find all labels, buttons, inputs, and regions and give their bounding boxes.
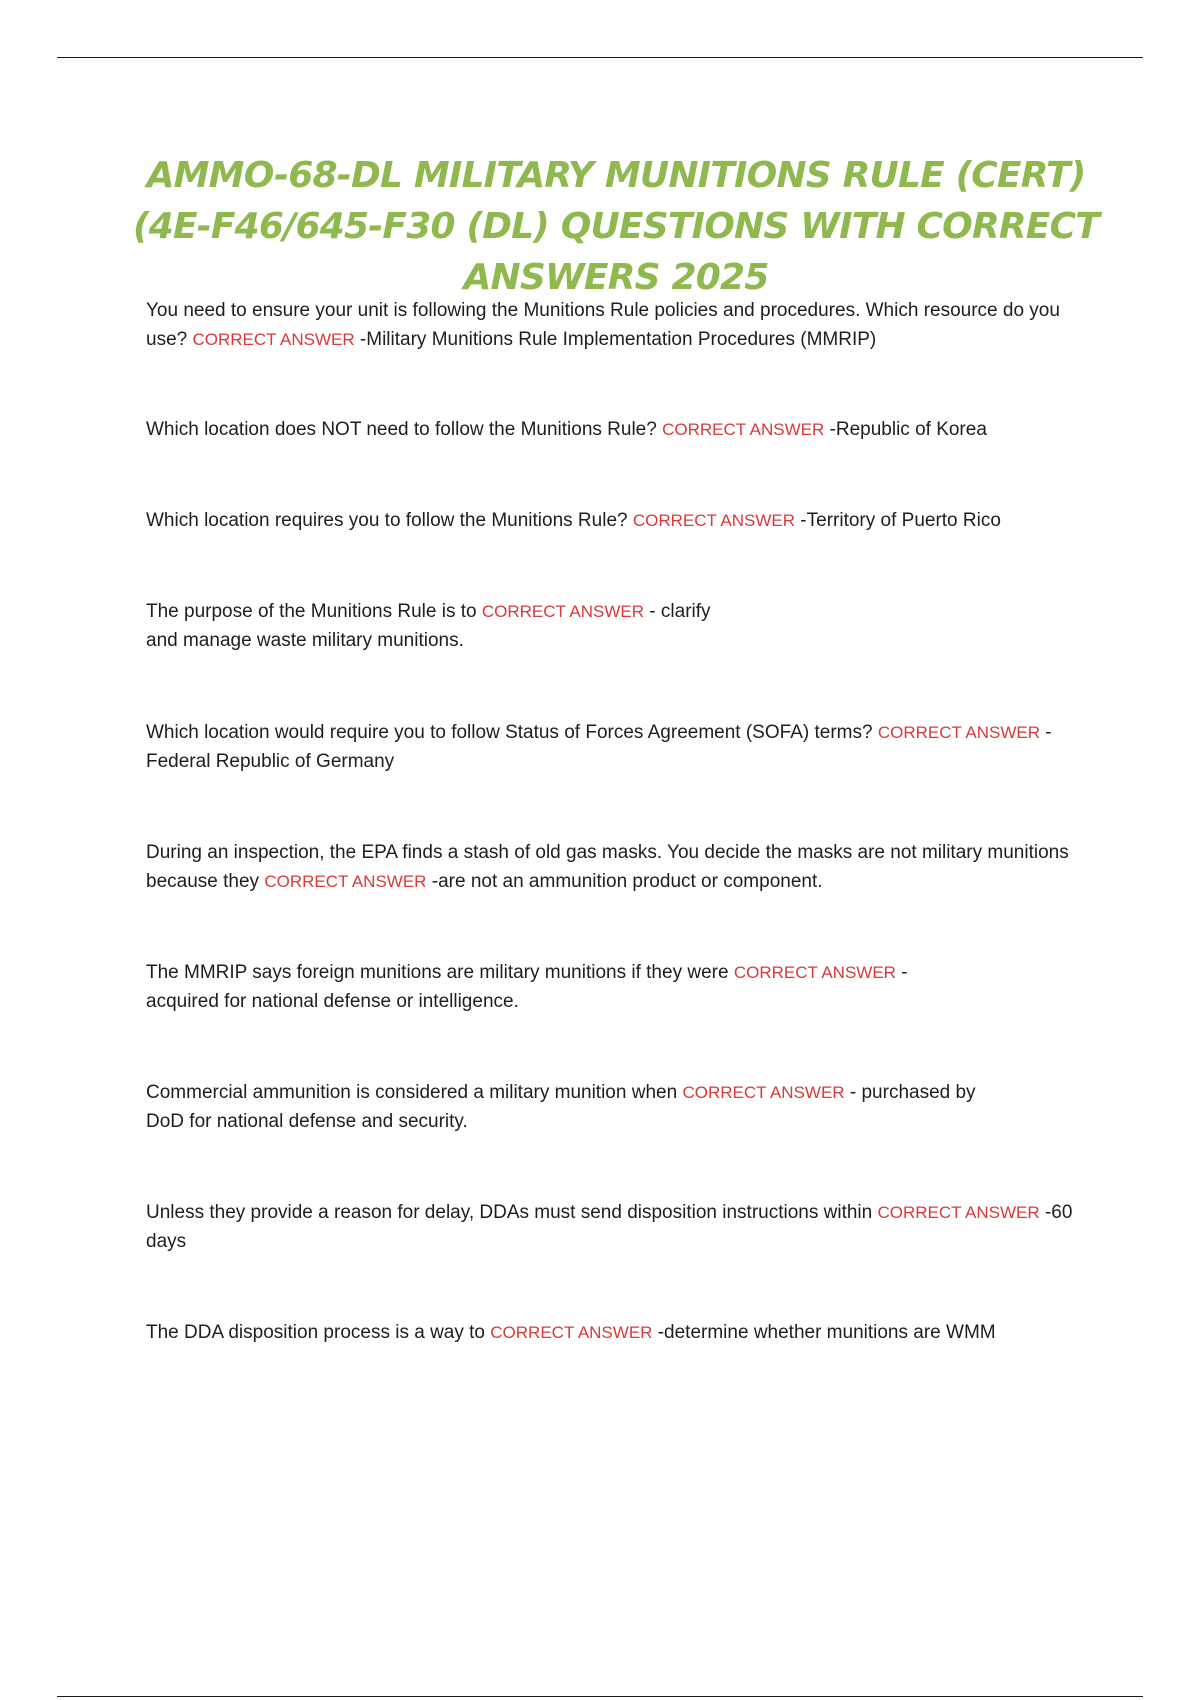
question-text: The purpose of the Munitions Rule is to: [146, 601, 477, 622]
answer-text: - clarify and manage waste military munitions.: [146, 601, 711, 651]
qa-item-6: [146, 838, 1086, 896]
qa-item-7: [146, 958, 966, 1016]
answer-text: - acquired for national defense or intelligence.: [146, 962, 908, 1012]
qa-item-4: [146, 597, 746, 655]
question-text: During an inspection, the EPA finds a stash of old gas masks. You decide the masks are not military munitions because they: [146, 842, 1069, 892]
document-title: AMMO-68-DL MILITARY MUNITIONS RULE (CERT) (4E-F46/645-F30 (DL) QUESTIONS WITH CORRECT ANSWERS 2025: [133, 155, 1099, 298]
qa-item-1: [146, 296, 1086, 354]
question-text: Unless they provide a reason for delay, DDAs must send disposition instructions within: [146, 1202, 873, 1223]
correct-answer-marker: CORRECT ANSWER: [682, 1083, 845, 1102]
qa-item-8: [146, 1078, 1016, 1136]
answer-text: -Military Munitions Rule Implementation Procedures (MMRIP): [359, 329, 877, 350]
correct-answer-marker: CORRECT ANSWER: [877, 723, 1040, 742]
qa-item-10: [146, 1318, 1086, 1347]
answer-text: -determine whether munitions are WMM: [657, 1322, 996, 1343]
correct-answer-marker: CORRECT ANSWER: [632, 511, 796, 530]
qa-item-5: [146, 718, 1086, 776]
question-text: Which location would require you to follow Status of Forces Agreement (SOFA) terms?: [146, 722, 873, 743]
correct-answer-marker: CORRECT ANSWER: [264, 872, 427, 891]
question-text: Commercial ammunition is considered a military munition when: [146, 1082, 678, 1103]
answer-text: -60 days: [146, 1202, 1073, 1252]
correct-answer-marker: CORRECT ANSWER: [481, 602, 645, 621]
page-top-rule: [57, 57, 1143, 58]
answer-text: -Territory of Puerto Rico: [800, 510, 1001, 531]
question-text: The MMRIP says foreign munitions are military munitions if they were: [146, 962, 729, 983]
correct-answer-marker: CORRECT ANSWER: [490, 1323, 653, 1342]
question-text: The DDA disposition process is a way to: [146, 1322, 485, 1343]
answer-text: -Federal Republic of Germany: [146, 722, 1052, 772]
qa-item-9: [146, 1198, 1086, 1256]
question-text: Which location does NOT need to follow the Munitions Rule?: [146, 419, 657, 440]
correct-answer-marker: CORRECT ANSWER: [192, 330, 355, 349]
correct-answer-marker: CORRECT ANSWER: [662, 420, 825, 439]
qa-item-3: [146, 506, 1086, 535]
answer-text: - purchased by DoD for national defense and security.: [146, 1082, 976, 1132]
answer-text: -are not an ammunition product or component.: [431, 871, 823, 892]
question-text: Which location requires you to follow the Munitions Rule?: [146, 510, 628, 531]
page-bottom-rule: [57, 1696, 1143, 1697]
correct-answer-marker: CORRECT ANSWER: [877, 1203, 1040, 1222]
question-text: You need to ensure your unit is following the Munitions Rule policies and procedures. Which resource do you use?: [146, 300, 1060, 350]
correct-answer-marker: CORRECT ANSWER: [733, 963, 896, 982]
answer-text: -Republic of Korea: [829, 419, 987, 440]
qa-item-2: [146, 415, 1086, 444]
